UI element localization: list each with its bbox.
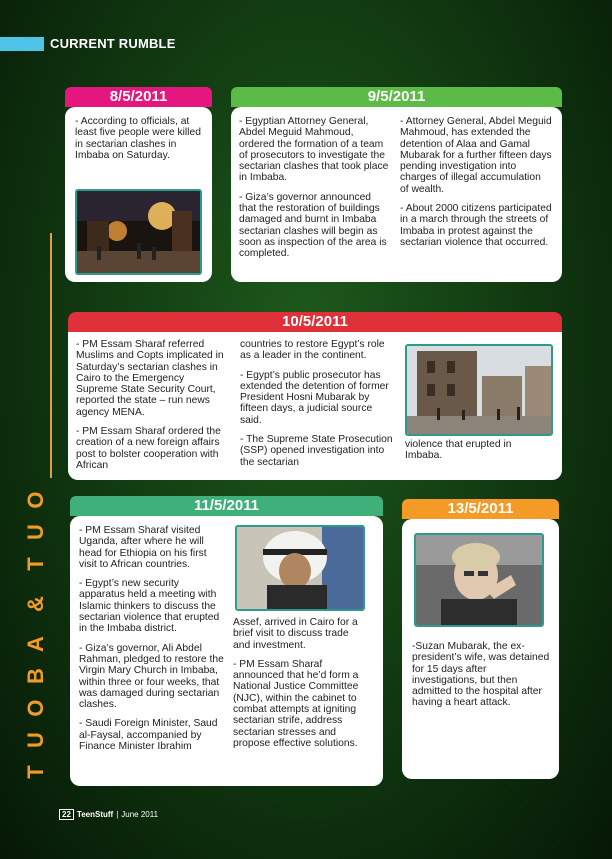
imbaba-fire-photo bbox=[75, 189, 202, 275]
header-accent-bar bbox=[0, 37, 44, 51]
section-title: CURRENT RUMBLE bbox=[50, 36, 176, 51]
news-column-1: - PM Essam Sharaf referred Muslims and Copts implicated in Saturday’s sectarian clashes in Cairo to the Emergency Supreme State Security Court, reported the state – run news agency MENA. - PM Essam Sharaf ordered the creation of a new foreign affairs post to bolster cooperation with African bbox=[76, 339, 224, 471]
imbaba-street-photo bbox=[405, 344, 553, 436]
date-tab-9-5: 9/5/2011 bbox=[231, 87, 562, 107]
side-divider-line bbox=[50, 233, 52, 478]
date-tab-10-5: 10/5/2011 bbox=[68, 312, 562, 332]
news-column-3: violence that erupted in Imbaba. bbox=[405, 439, 512, 462]
page-footer: 22 TeenStuff | June 2011 bbox=[59, 809, 158, 820]
saudi-minister-photo bbox=[235, 525, 365, 611]
side-label: O U T & A B O U T bbox=[23, 491, 48, 779]
news-column-2: Assef, arrived in Cairo for a brief visit to discuss trade and investment. - PM Essam Sharaf announced that he’d form a National Justice Committee (NJC), within the cabinet to combat attempts at igniting sectarian strife, address sectarian stresses and propose effective solutions. bbox=[233, 617, 359, 749]
news-column-2: countries to restore Egypt’s role as a leader in the continent. - Egypt’s public prosecutor has extended the detention of former President Hosni Mubarak by fifteen days, a judicial source said. - The Supreme State Prosecution (SSP) opened investigation into the sectarian bbox=[240, 339, 393, 468]
news-text: - According to officials, at least five people were killed in sectarian clashes in Imbaba on Saturday. bbox=[75, 116, 201, 161]
issue-date: June 2011 bbox=[121, 810, 159, 819]
news-card-8-5 bbox=[65, 107, 212, 282]
magazine-name: TeenStuff bbox=[76, 810, 114, 819]
date-tab-8-5: 8/5/2011 bbox=[65, 87, 212, 107]
news-card-10-5 bbox=[68, 332, 562, 480]
news-card-9-5 bbox=[231, 107, 562, 282]
news-card-13-5 bbox=[402, 519, 559, 779]
news-text: -Suzan Mubarak, the ex-president’s wife, was detained for 15 days after investigations, but then admitted to the hospital after having a heart attack. bbox=[412, 641, 550, 709]
date-tab-13-5: 13/5/2011 bbox=[402, 499, 559, 519]
news-column-1: - PM Essam Sharaf visited Uganda, after where he will head for Ethiopia on his first visit to African countries. - Egypt’s new security apparatus held a meeting with Islamic thinkers to discuss the sectarian violence that erupted in the Imbaba district. - Giza’s governor, Ali Abdel Rahman, pledged to restore the Virgin Mary Church in Imbaba, within three or four weeks, that was damaged during sectarian clashes. - Saudi Foreign Minister, Saud al-Faysal, accompanied by Finance Minister Ibrahim bbox=[79, 525, 224, 753]
news-column-1: - Egyptian Attorney General, Abdel Meguid Mahmoud, ordered the formation of a team of prosecutors to investigate the sectarian clashes that took place in Imbaba. - Giza’s governor announced that the restoration of buildings damaged and burnt in Imbaba sectarian clashes will begin as soon as inspection of the area is completed. bbox=[239, 116, 389, 260]
news-column-2: - Attorney General, Abdel Meguid Mahmoud, has extended the detention of Alaa and Gamal Mubarak for a further fifteen days pending investigation into charges of illegal accumulation of wealth. - About 2000 citizens participated in a march through the streets of Imbaba in protest against the sectarian violence that occurred. bbox=[400, 116, 552, 248]
suzan-mubarak-photo bbox=[414, 533, 544, 627]
news-card-11-5 bbox=[70, 516, 383, 786]
date-tab-11-5: 11/5/2011 bbox=[70, 496, 383, 516]
page-number: 22 bbox=[59, 809, 74, 820]
